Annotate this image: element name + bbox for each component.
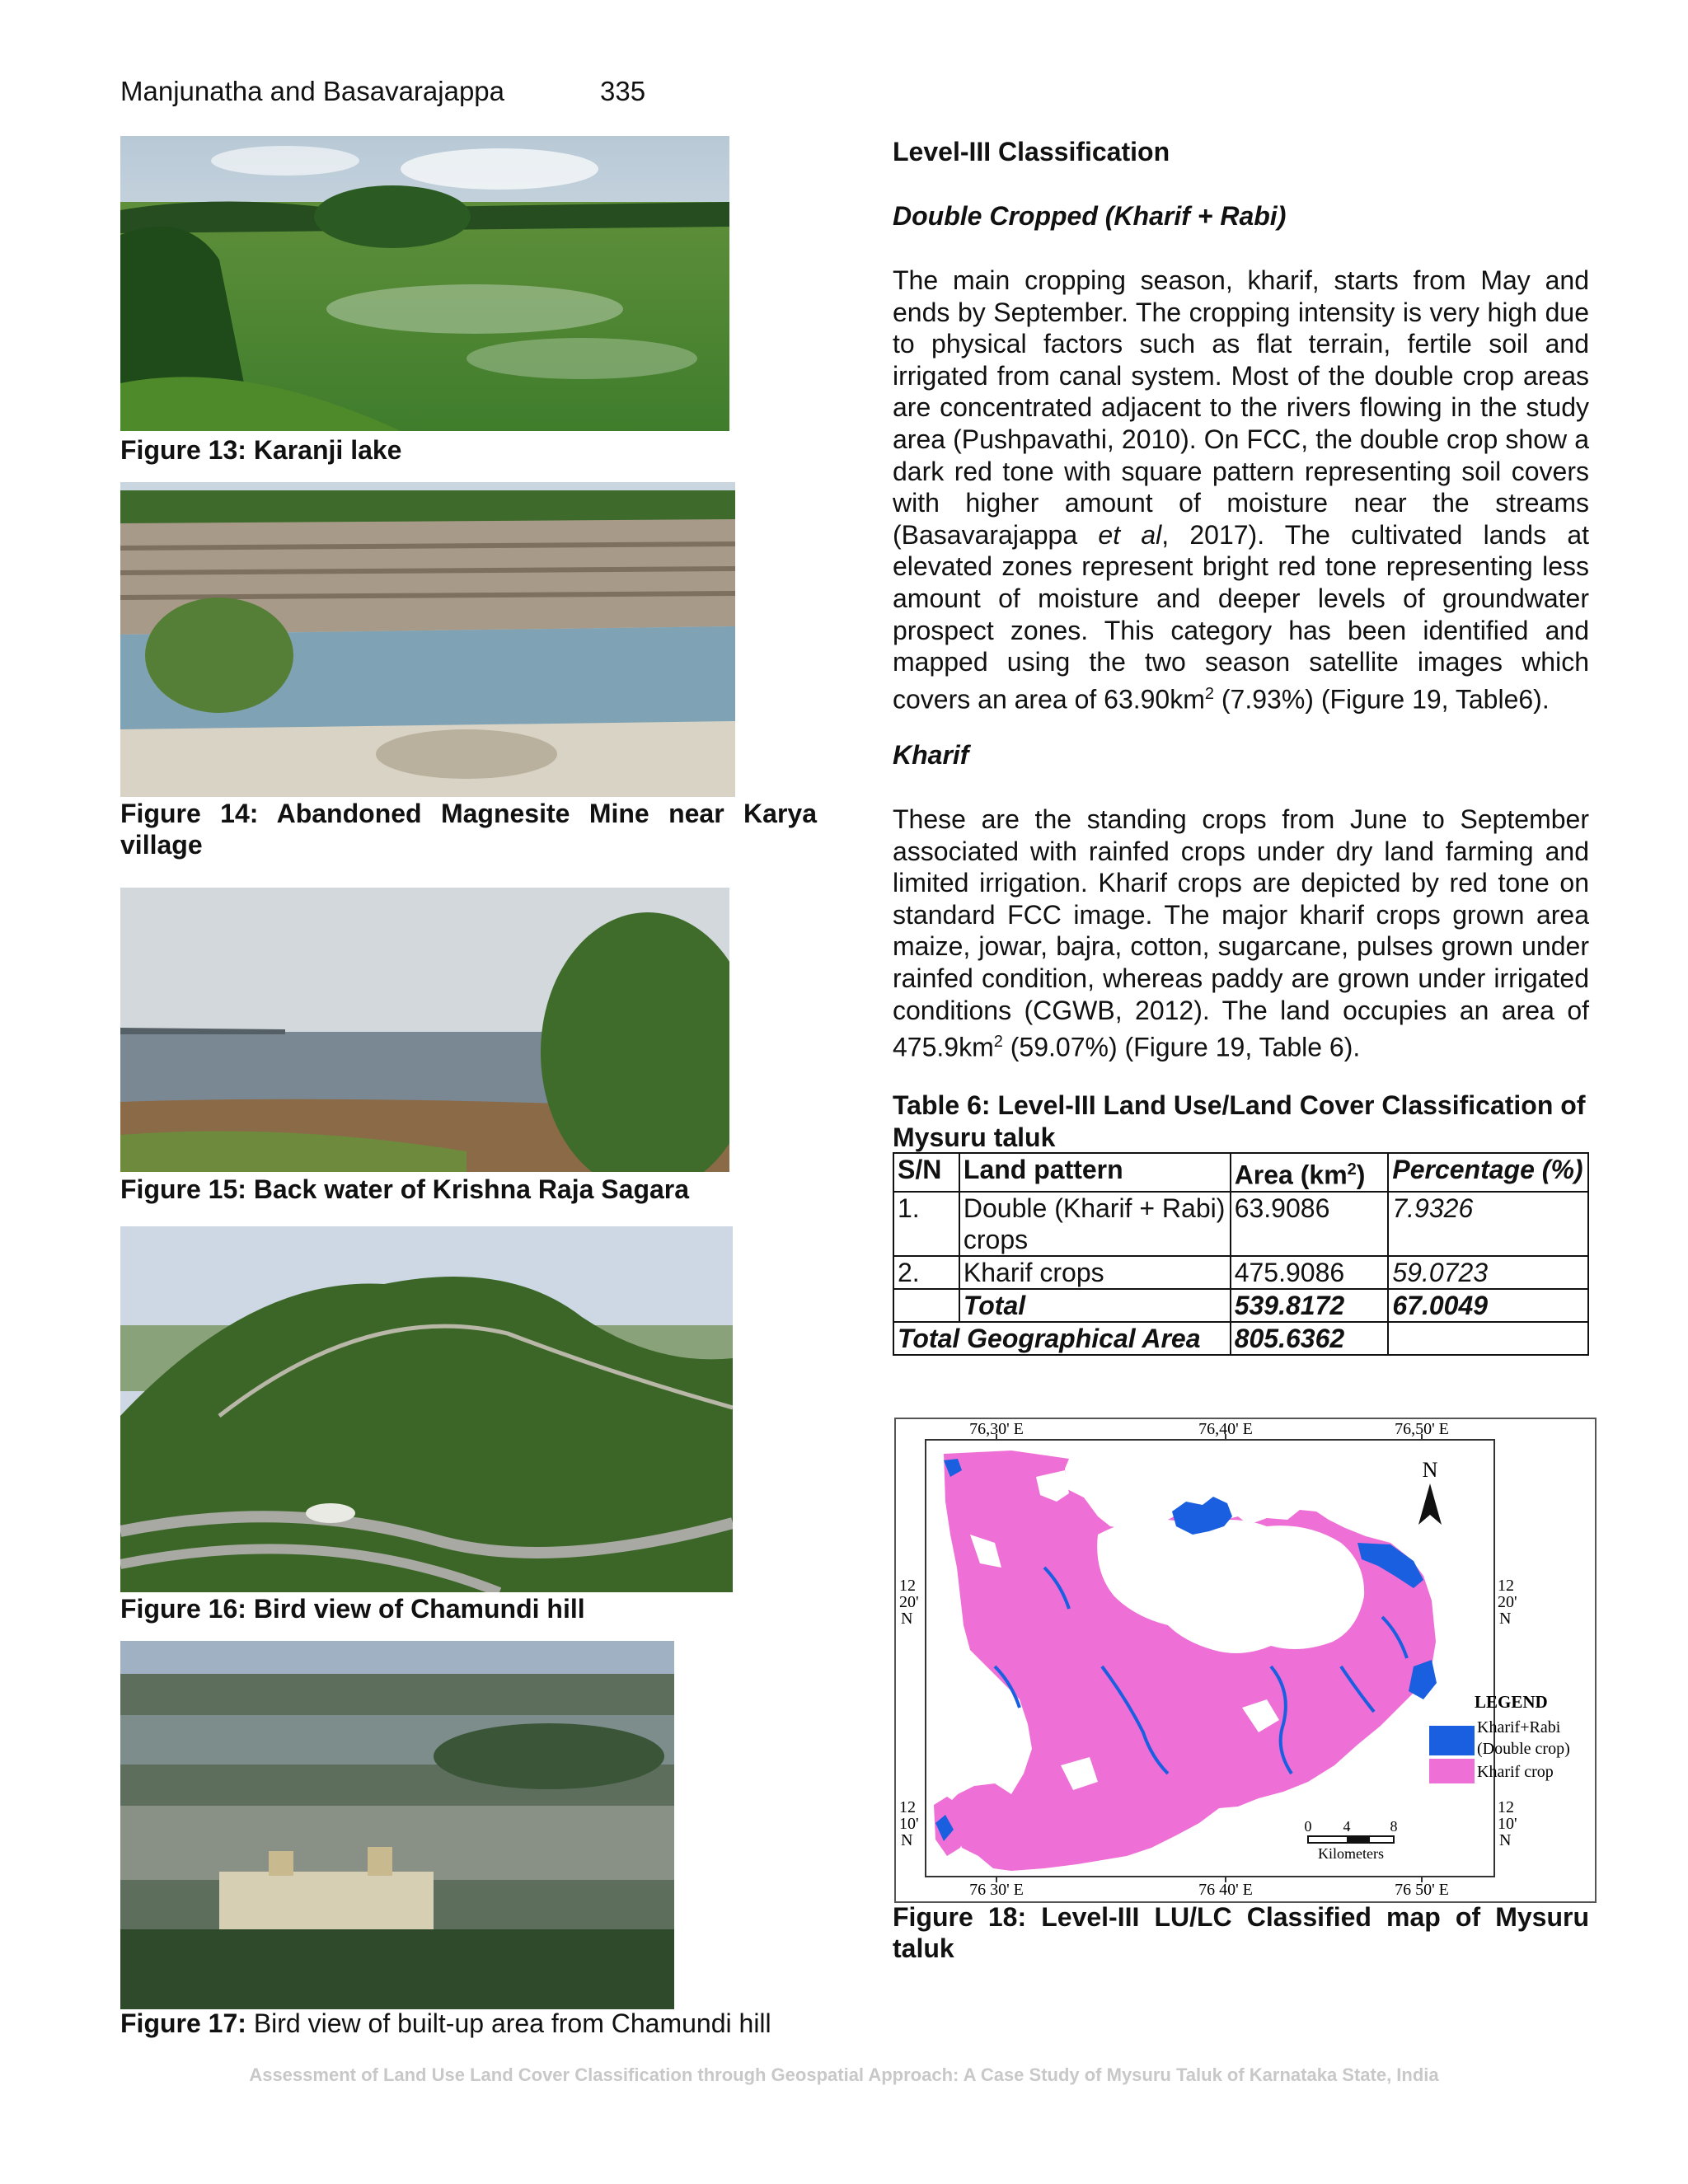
paragraph-double-cropped: The main cropping season, kharif, starts from May and ends by September. The cropping intensity is very high due to physical factors such as flat terrain, fertile soil and irrigated from canal system. Most of the double crop areas are concentrated adjacent to the rivers flowing in the study area (Pushpavathi, 2010). On FCC, the double crop show a dark red tone with square pattern representing soil covers with higher amount of moisture near the streams (Basavarajappa et al, 2017). The cultivated lands at elevated zones represent bright red tone representing less amount of moisture and deeper levels of groundwater prospect zones. This category has been identified and mapped using the two season satellite images which covers an area of $63.90km^2$ (7.93%) (Figure 19, Table6). <box>893 265 1590 715</box>
lat-label: N <box>901 1610 913 1628</box>
cell-percentage: 59.0723 <box>1388 1256 1588 1289</box>
bottom-lon-label: 76 50' E <box>1395 1881 1449 1899</box>
lat-label: N <box>1499 1831 1512 1849</box>
legend-title: LEGEND <box>1475 1692 1548 1712</box>
bottom-lon-label: 76 30' E <box>969 1881 1024 1899</box>
magnesite-mine-photo <box>120 482 735 797</box>
table-total-row <box>893 1289 1588 1322</box>
legend-swatch-double <box>1429 1726 1475 1755</box>
figure-14-caption: Figure 14: Abandoned Magnesite Mine near Karya village <box>120 799 817 860</box>
lat-label: 12 <box>899 1577 916 1595</box>
lat-label: 10' <box>1498 1815 1517 1833</box>
section-heading: Level-III Classification <box>893 137 1170 166</box>
table-6-caption: Table 6: Level-III Land Use/Land Cover Classification of Mysuru taluk <box>893 1090 1586 1152</box>
cell-sn: 1. <box>893 1192 959 1256</box>
geo-area-value: 805.6362 <box>1231 1322 1389 1355</box>
top-lon-label: 76,50' E <box>1395 1420 1449 1438</box>
total-percentage: 67.0049 <box>1388 1289 1588 1322</box>
scale-tick: 8 <box>1390 1818 1398 1835</box>
legend-label-kharif: Kharif crop <box>1477 1763 1554 1781</box>
table-header-row <box>893 1153 1588 1192</box>
header-land-pattern: Land pattern <box>959 1153 1231 1192</box>
lat-label: N <box>1499 1610 1512 1628</box>
lulc-classified-map <box>894 1418 1597 1903</box>
table-6 <box>893 1152 1589 1356</box>
bottom-lon-label: 76 40' E <box>1198 1881 1253 1899</box>
geo-area-label: Total Geographical Area <box>893 1322 1231 1355</box>
figure-17-caption: Figure 17: Bird view of built-up area from Chamundi hill <box>120 2008 771 2038</box>
figure-13-caption: Figure 13: Karanji lake <box>120 435 402 465</box>
north-label: N <box>1422 1458 1438 1482</box>
krs-backwater-photo <box>120 888 729 1172</box>
north-arrow-icon <box>1418 1483 1442 1525</box>
lat-label: 10' <box>899 1815 919 1833</box>
subheading-double-cropped: Double Cropped (Kharif + Rabi) <box>893 201 1287 231</box>
scale-tick: 4 <box>1343 1818 1351 1835</box>
cell-area: 63.9086 <box>1231 1192 1389 1256</box>
header-area: Area $(km^2)$ <box>1231 1153 1389 1192</box>
cell-area: 475.9086 <box>1231 1256 1389 1289</box>
lat-label: 12 <box>1498 1798 1514 1816</box>
table-row <box>893 1256 1588 1289</box>
table-geo-row <box>893 1322 1588 1355</box>
paragraph-kharif: These are the standing crops from June to September associated with rainfed crops under dry land farming and limited irrigation. Kharif crops are depicted by red tone on standard FCC image. The major kharif crops grown area maize, jowar, bajra, cotton, sugarcane, pulses grown under rainfed condition, whereas paddy are grown under irrigated conditions (CGWB, 2012). The land occupies an area of $475.9km^2$ (59.07%) (Figure 19, Table 6). <box>893 804 1589 1062</box>
cell-pattern: Kharif crops <box>959 1256 1231 1289</box>
figure-15-caption: Figure 15: Back water of Krishna Raja Sagara <box>120 1174 690 1204</box>
top-lon-label: 76,40' E <box>1198 1420 1253 1438</box>
cell-pattern: Double (Kharif + Rabi) crops <box>959 1192 1231 1256</box>
page-footer: Assessment of Land Use Land Cover Classification through Geospatial Approach: A Case Study of Mysuru Taluk of Karnataka State, India <box>249 2064 1439 2085</box>
lat-label: 12 <box>899 1798 916 1816</box>
lat-label: 12 <box>1498 1577 1514 1595</box>
legend-swatch-kharif <box>1429 1759 1475 1783</box>
cell-sn: 2. <box>893 1256 959 1289</box>
chamundi-hill-photo <box>120 1226 733 1592</box>
legend-label-double: (Double crop) <box>1477 1740 1570 1758</box>
page-number: 335 <box>600 76 646 106</box>
figure-16-caption: Figure 16: Bird view of Chamundi hill <box>120 1594 585 1624</box>
legend-label-double: Kharif+Rabi <box>1477 1718 1561 1736</box>
scale-unit: Kilometers <box>1318 1845 1384 1862</box>
figure-18-caption: Figure 18: Level-III LU/LC Classified map of Mysuru taluk <box>893 1902 1590 1963</box>
running-header-authors: Manjunatha and Basavarajappa <box>120 76 505 106</box>
karanji-lake-photo <box>120 136 729 431</box>
lat-label: 20' <box>1498 1593 1517 1611</box>
cell-percentage: 7.9326 <box>1388 1192 1588 1256</box>
table-row <box>893 1192 1588 1256</box>
header-sn: S/N <box>893 1153 959 1192</box>
total-area: 539.8172 <box>1231 1289 1389 1322</box>
subheading-kharif: Kharif <box>893 740 969 770</box>
total-label: Total <box>959 1289 1231 1322</box>
lat-label: 20' <box>899 1593 919 1611</box>
top-lon-label: 76,30' E <box>969 1420 1024 1438</box>
header-percentage: Percentage (%) <box>1388 1153 1588 1192</box>
scale-tick: 0 <box>1304 1818 1312 1835</box>
built-up-area-photo <box>120 1641 674 2009</box>
lat-label: N <box>901 1831 913 1849</box>
